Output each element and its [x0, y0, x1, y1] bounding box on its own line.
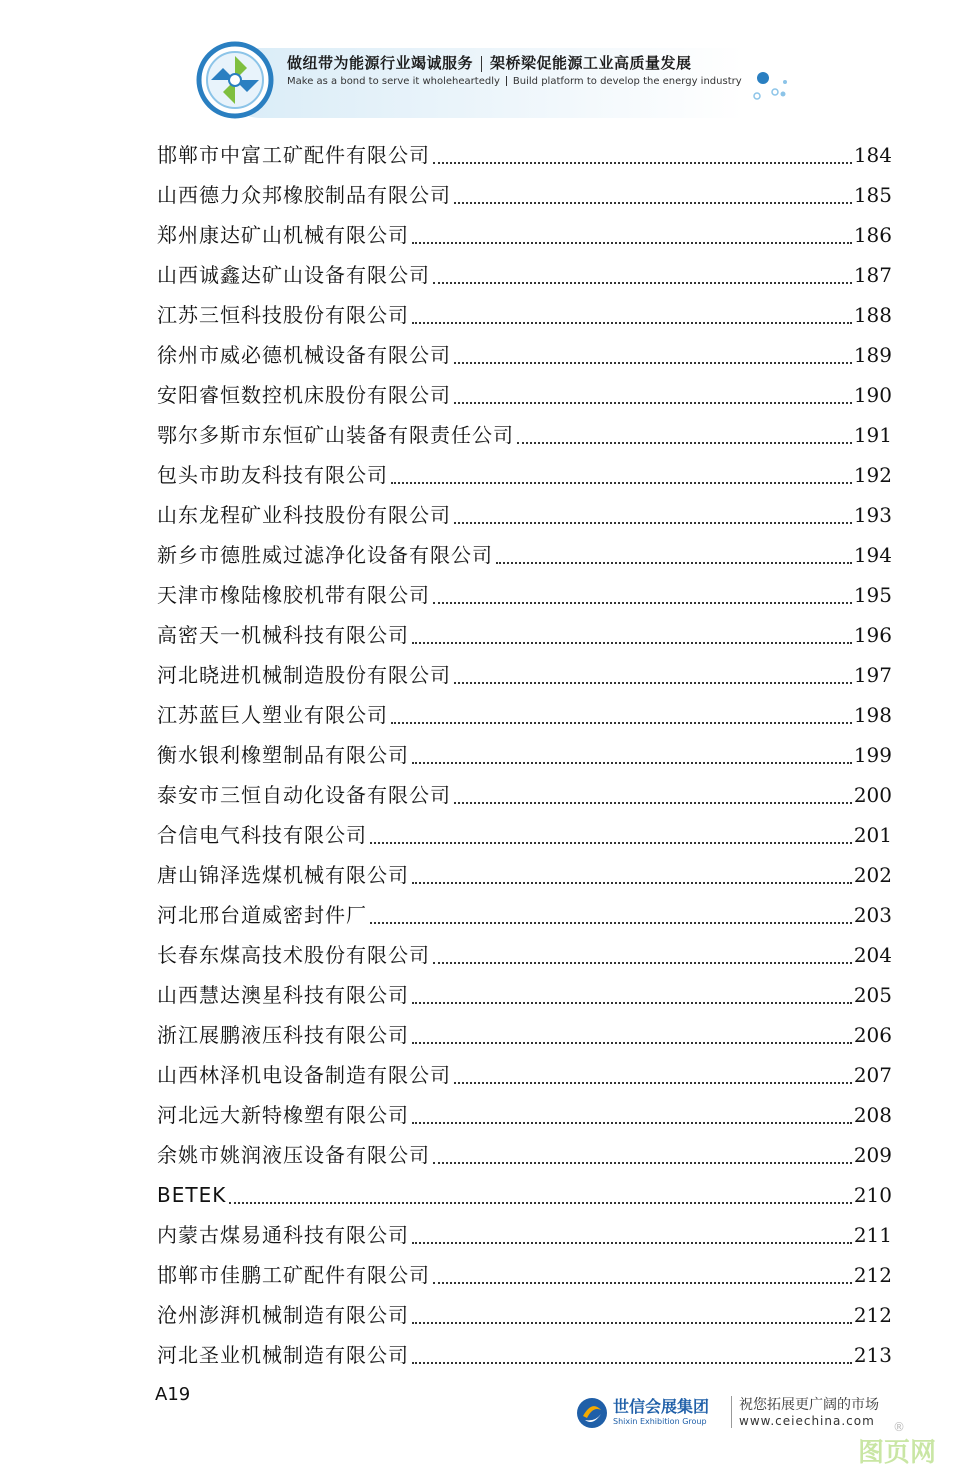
toc-entry[interactable]	[157, 455, 892, 495]
toc-dot-leader	[370, 921, 852, 924]
shixin-logo-icon	[575, 1396, 609, 1430]
brand-divider	[731, 1396, 732, 1428]
toc-dot-leader	[412, 761, 852, 764]
header-slogan-cn	[287, 52, 692, 73]
slogan-divider	[481, 56, 482, 72]
toc-entry-name: 包头市助友科技有限公司	[157, 463, 388, 487]
toc-entry-name: 新乡市德胜威过滤净化设备有限公司	[157, 543, 493, 567]
toc-entry-name: 山西慧达澳星科技有限公司	[157, 983, 409, 1007]
toc-entry[interactable]	[157, 615, 892, 655]
toc-entry-page: 191	[853, 423, 892, 447]
toc-entry-page: 199	[853, 743, 892, 767]
toc-entry-name: 山西林泽机电设备制造有限公司	[157, 1063, 451, 1087]
toc-entry-page: 187	[853, 263, 892, 287]
toc-entry-page: 204	[853, 943, 892, 967]
toc-entry-name: 沧州澎湃机械制造有限公司	[157, 1303, 409, 1327]
toc-dot-leader	[454, 201, 852, 204]
toc-entry-page: 190	[853, 383, 892, 407]
toc-dot-leader	[454, 1081, 852, 1084]
toc-dot-leader	[412, 641, 852, 644]
toc-entry-page: 194	[853, 543, 892, 567]
brand-url: www.ceiechina.com	[739, 1414, 875, 1428]
toc-entry-name: BETEK	[157, 1183, 227, 1207]
slogan-en-right: Build platform to develop the energy industry	[512, 76, 742, 87]
toc-entry[interactable]	[157, 735, 892, 775]
toc-entry[interactable]	[157, 415, 892, 455]
toc-dot-leader	[412, 1241, 852, 1244]
toc-entry-page: 205	[853, 983, 892, 1007]
toc-entry-name: 徐州市威必德机械设备有限公司	[157, 343, 451, 367]
toc-entry[interactable]	[157, 215, 892, 255]
toc-entry-page: 193	[853, 503, 892, 527]
toc-entry[interactable]	[157, 695, 892, 735]
slogan-en-left: Make as a bond to serve it wholeheartedly	[287, 76, 500, 87]
toc-entry-name: 河北晓进机械制造股份有限公司	[157, 663, 451, 687]
toc-entry[interactable]	[157, 975, 892, 1015]
toc-entry[interactable]	[157, 535, 892, 575]
toc-dot-leader	[433, 1281, 852, 1284]
toc-entry-page: 209	[853, 1143, 892, 1167]
toc-entry-name: 天津市橡陆橡胶机带有限公司	[157, 583, 430, 607]
toc-entry-page: 196	[853, 623, 892, 647]
toc-entry-name: 鄂尔多斯市东恒矿山装备有限责任公司	[157, 423, 514, 447]
toc-dot-leader	[412, 241, 852, 244]
brand-name-cn: 世信会展集团	[613, 1397, 710, 1416]
toc-entry[interactable]	[157, 1055, 892, 1095]
toc-entry-name: 河北圣业机械制造有限公司	[157, 1343, 409, 1367]
toc-dot-leader	[496, 561, 852, 564]
toc-dot-leader	[412, 881, 852, 884]
toc-entry[interactable]	[157, 175, 892, 215]
toc-entry-page: 192	[853, 463, 892, 487]
toc-dot-leader	[454, 521, 852, 524]
toc-dot-leader	[454, 801, 852, 804]
toc-entry[interactable]	[157, 895, 892, 935]
toc-entry-name: 衡水银利橡塑制品有限公司	[157, 743, 409, 767]
toc-dot-leader	[454, 401, 852, 404]
toc-entry[interactable]	[157, 375, 892, 415]
toc-entry-name: 河北远大新特橡塑有限公司	[157, 1103, 409, 1127]
toc-dot-leader	[412, 1001, 852, 1004]
toc-entry[interactable]	[157, 775, 892, 815]
toc-entry-page: 207	[853, 1063, 892, 1087]
toc-entry[interactable]	[157, 1175, 892, 1215]
toc-entry[interactable]	[157, 855, 892, 895]
toc-entry[interactable]	[157, 935, 892, 975]
toc-entry[interactable]	[157, 1015, 892, 1055]
toc-entry-name: 山西德力众邦橡胶制品有限公司	[157, 183, 451, 207]
toc-entry[interactable]	[157, 1335, 892, 1375]
toc-dot-leader	[433, 281, 852, 284]
toc-list	[157, 135, 892, 1375]
toc-entry-name: 安阳睿恒数控机床股份有限公司	[157, 383, 451, 407]
toc-entry-page: 201	[853, 823, 892, 847]
toc-entry-page: 186	[853, 223, 892, 247]
toc-entry-page: 212	[853, 1303, 892, 1327]
toc-entry-page: 208	[853, 1103, 892, 1127]
toc-dot-leader	[370, 841, 852, 844]
brand-tagline: 祝您拓展更广阔的市场	[739, 1397, 879, 1413]
toc-dot-leader	[433, 601, 852, 604]
toc-entry-name: 江苏蓝巨人塑业有限公司	[157, 703, 388, 727]
toc-entry[interactable]	[157, 1255, 892, 1295]
decorative-bubbles-icon	[745, 70, 795, 120]
toc-entry-page: 188	[853, 303, 892, 327]
toc-entry-page: 189	[853, 343, 892, 367]
toc-dot-leader	[433, 161, 852, 164]
toc-dot-leader	[454, 361, 852, 364]
toc-dot-leader	[229, 1201, 851, 1204]
toc-dot-leader	[433, 1161, 852, 1164]
toc-entry[interactable]	[157, 255, 892, 295]
brand-name-en: Shixin Exhibition Group	[613, 1417, 707, 1426]
toc-entry-page: 195	[853, 583, 892, 607]
toc-entry-name: 邯郸市佳鹏工矿配件有限公司	[157, 1263, 430, 1287]
toc-entry[interactable]	[157, 1295, 892, 1335]
toc-entry-page: 213	[853, 1343, 892, 1367]
toc-entry[interactable]	[157, 495, 892, 535]
toc-entry[interactable]	[157, 1135, 892, 1175]
toc-entry-page: 202	[853, 863, 892, 887]
toc-entry-page: 197	[853, 663, 892, 687]
toc-entry-name: 邯郸市中富工矿配件有限公司	[157, 143, 430, 167]
page-number: A19	[155, 1384, 191, 1405]
toc-entry[interactable]	[157, 575, 892, 615]
toc-dot-leader	[391, 721, 852, 724]
footer-brand	[575, 1390, 895, 1436]
toc-dot-leader	[412, 1121, 852, 1124]
toc-dot-leader	[391, 481, 852, 484]
toc-entry-name: 河北邢台道威密封件厂	[157, 903, 367, 927]
exhibition-logo-icon	[195, 40, 275, 120]
toc-entry-page: 184	[853, 143, 892, 167]
toc-entry[interactable]	[157, 815, 892, 855]
toc-dot-leader	[454, 681, 852, 684]
header-slogan-en	[287, 76, 742, 87]
toc-entry-name: 内蒙古煤易通科技有限公司	[157, 1223, 409, 1247]
toc-entry[interactable]	[157, 655, 892, 695]
toc-entry-page: 185	[853, 183, 892, 207]
toc-entry[interactable]	[157, 1215, 892, 1255]
toc-entry-name: 长春东煤高技术股份有限公司	[157, 943, 430, 967]
toc-dot-leader	[412, 1361, 852, 1364]
toc-entry-name: 山西诚鑫达矿山设备有限公司	[157, 263, 430, 287]
toc-entry-page: 198	[853, 703, 892, 727]
toc-entry-name: 郑州康达矿山机械有限公司	[157, 223, 409, 247]
toc-dot-leader	[517, 441, 852, 444]
watermark: 图页网	[858, 1438, 937, 1468]
toc-entry-page: 206	[853, 1023, 892, 1047]
header-banner	[195, 40, 795, 120]
toc-dot-leader	[433, 961, 852, 964]
toc-dot-leader	[412, 1041, 852, 1044]
toc-entry-name: 合信电气科技有限公司	[157, 823, 367, 847]
toc-entry-name: 余姚市姚润液压设备有限公司	[157, 1143, 430, 1167]
slogan-divider-en	[506, 76, 507, 86]
toc-entry-name: 江苏三恒科技股份有限公司	[157, 303, 409, 327]
slogan-cn-right: 架桥梁促能源工业高质量发展	[490, 54, 692, 72]
toc-entry-page: 210	[853, 1183, 892, 1207]
toc-entry[interactable]	[157, 135, 892, 175]
toc-entry-name: 浙江展鹏液压科技有限公司	[157, 1023, 409, 1047]
toc-dot-leader	[412, 321, 852, 324]
toc-dot-leader	[412, 1321, 852, 1324]
toc-entry-page: 212	[853, 1263, 892, 1287]
toc-entry-name: 山东龙程矿业科技股份有限公司	[157, 503, 451, 527]
watermark-registered-mark: ®	[893, 1420, 905, 1434]
toc-entry[interactable]	[157, 1095, 892, 1135]
toc-entry-name: 高密天一机械科技有限公司	[157, 623, 409, 647]
toc-entry-name: 泰安市三恒自动化设备有限公司	[157, 783, 451, 807]
toc-entry-page: 200	[853, 783, 892, 807]
slogan-cn-left: 做纽带为能源行业竭诚服务	[287, 54, 474, 72]
toc-entry[interactable]	[157, 335, 892, 375]
toc-entry-name: 唐山锦泽选煤机械有限公司	[157, 863, 409, 887]
toc-entry[interactable]	[157, 295, 892, 335]
toc-entry-page: 211	[853, 1223, 892, 1247]
toc-entry-page: 203	[853, 903, 892, 927]
